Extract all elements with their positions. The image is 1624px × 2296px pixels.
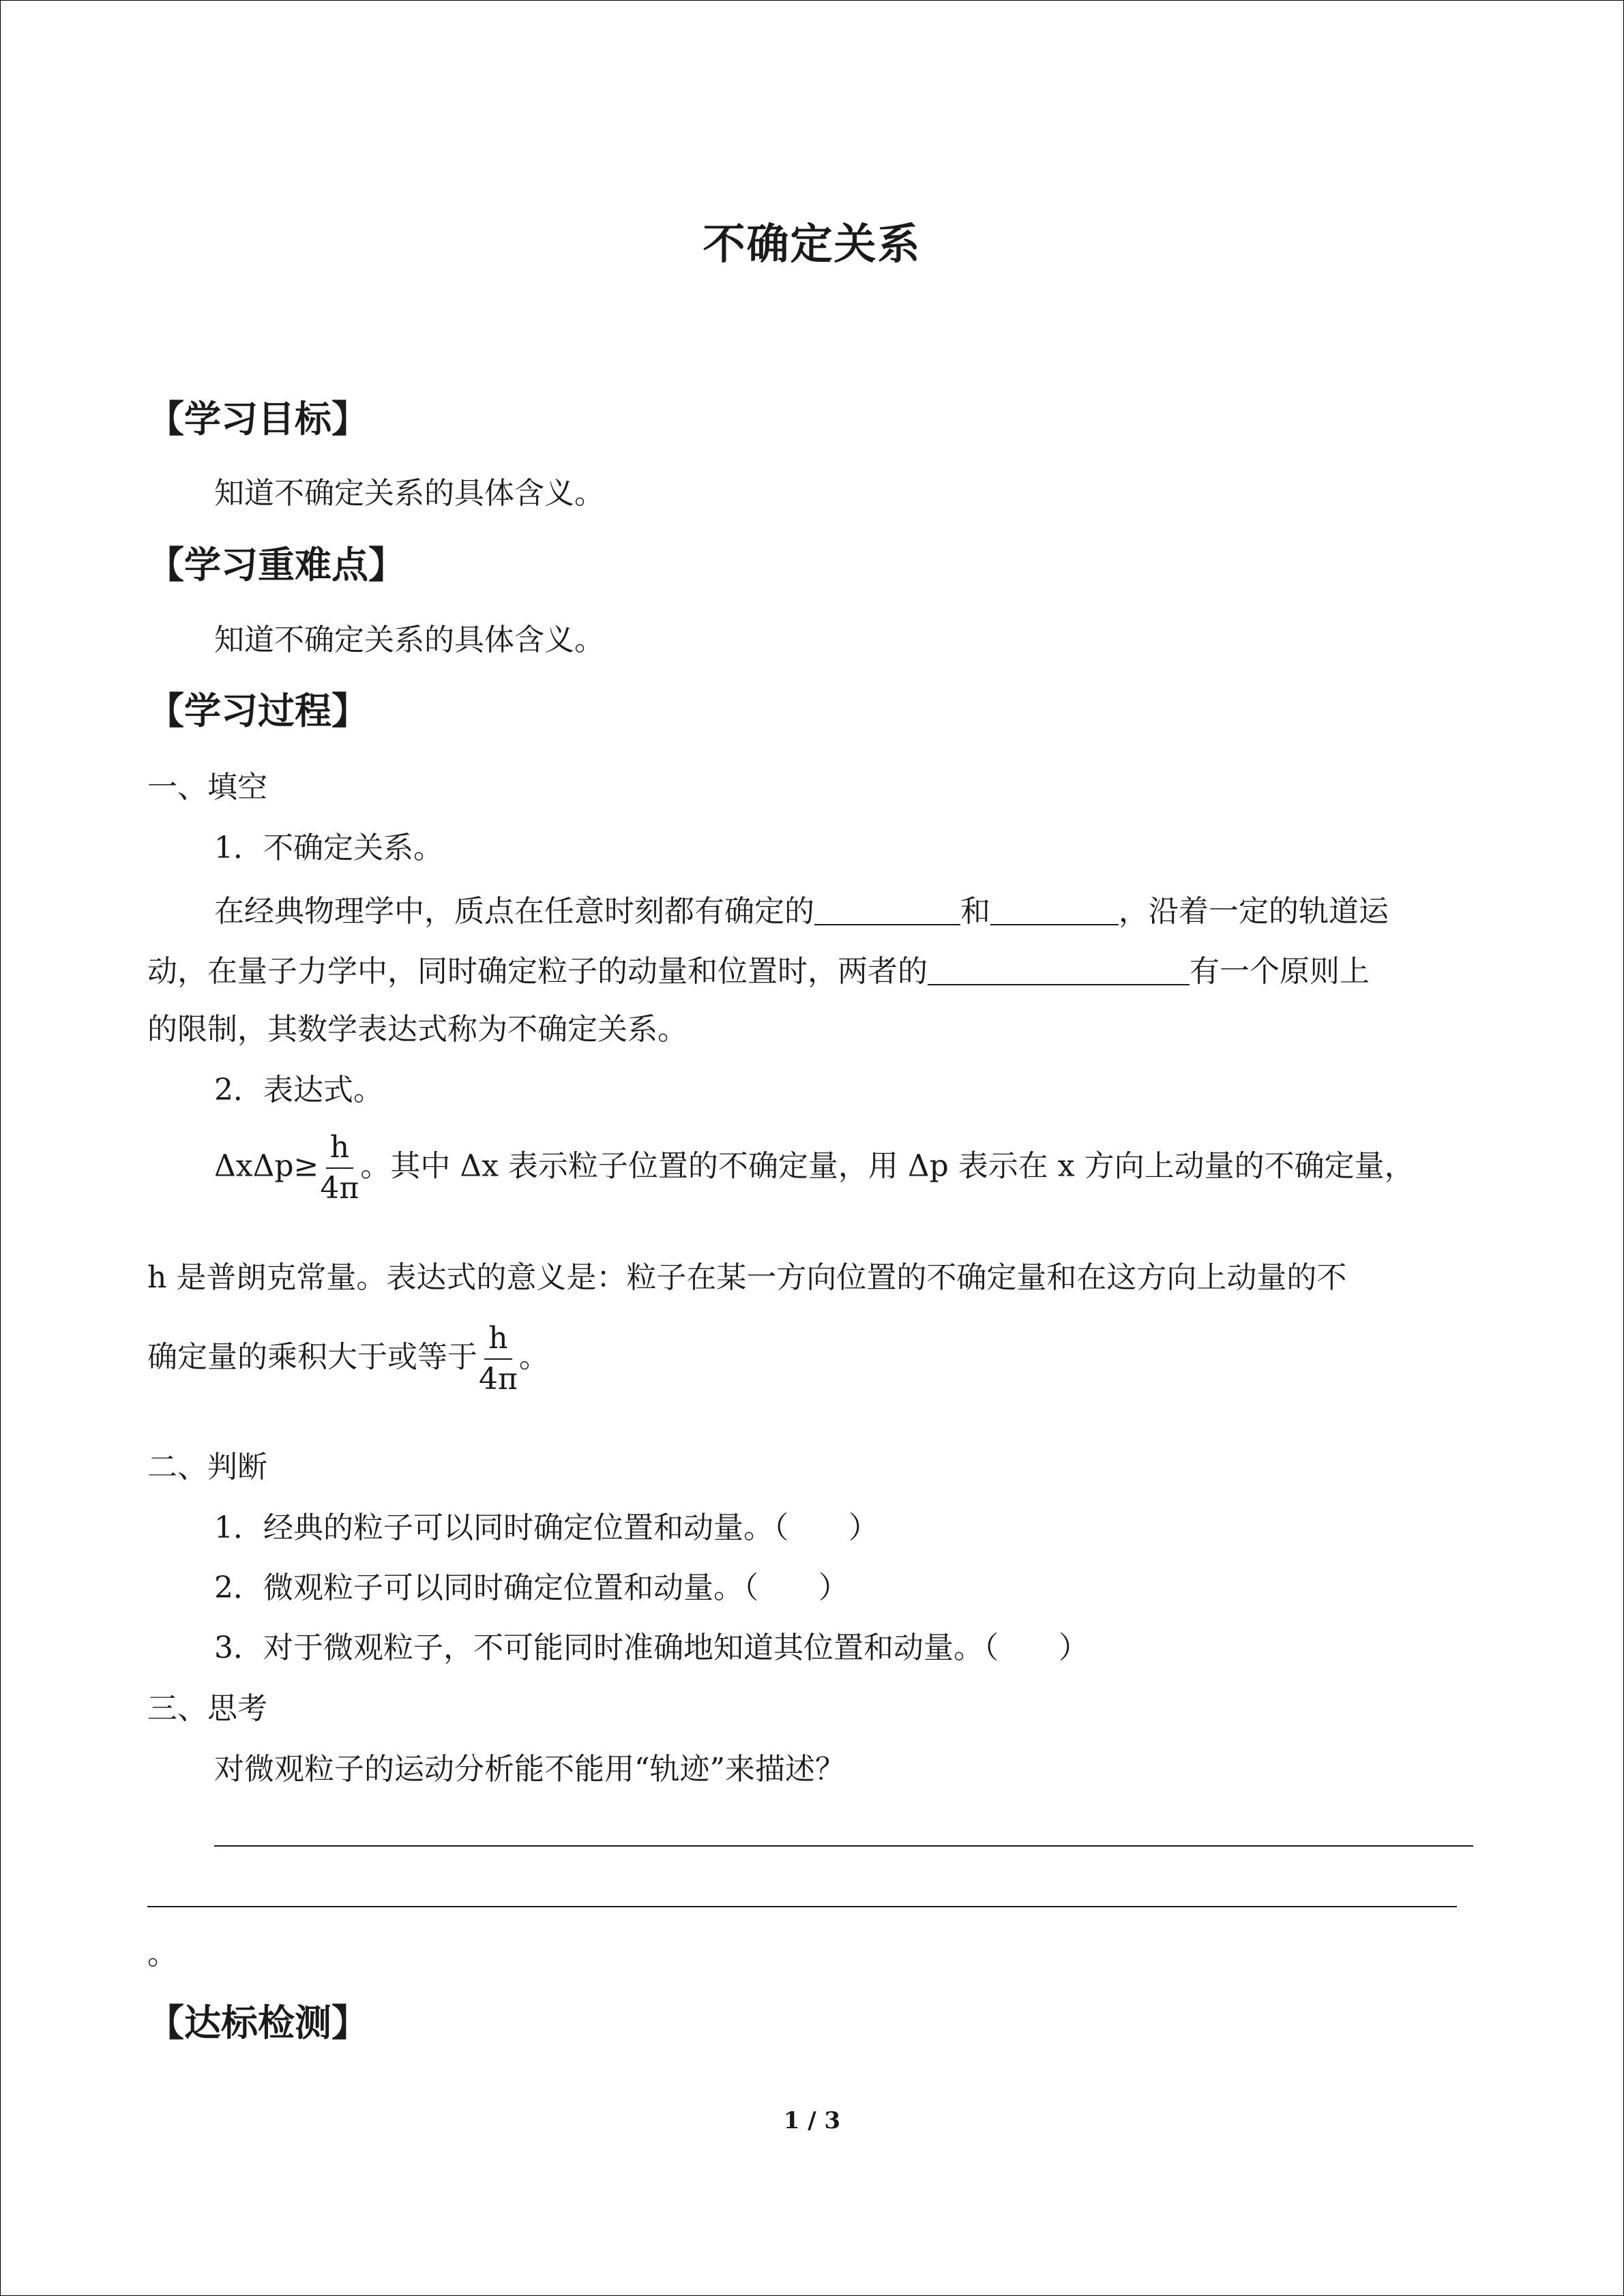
part2-title: 二、判断 xyxy=(147,1450,267,1485)
part1-title: 一、填空 xyxy=(147,770,267,805)
meaning-line1: h 是普朗克常量。表达式的意义是：粒子在某一方向位置的不确定量和在这方向上动量的不 xyxy=(147,1260,1347,1295)
fill-text-a: 在经典物理学中，质点在任意时刻都有确定的 xyxy=(214,894,814,929)
meaning-line2 xyxy=(147,1323,549,1395)
fraction-denominator: 4π xyxy=(320,1171,359,1206)
meaning-line2-suffix: 。 xyxy=(518,1339,549,1375)
part1-item2-title: 2．表达式。 xyxy=(214,1073,383,1107)
fill-paragraph-line2 xyxy=(147,954,1370,987)
formula-suffix: 。其中 Δx 表示粒子位置的不确定量，用 Δp 表示在 x 方向上动量的不确定量， xyxy=(360,1148,1415,1184)
part1-item1-title: 1．不确定关系。 xyxy=(214,831,443,865)
fraction-h-over-4pi xyxy=(320,1132,359,1204)
fill-text-line2-b: 有一个原则上 xyxy=(1190,954,1370,989)
fill-paragraph-line1 xyxy=(214,894,1389,927)
fraction-numerator-2: h xyxy=(484,1323,512,1360)
judge-item-2: 2．微观粒子可以同时确定位置和动量。（ ） xyxy=(214,1570,848,1605)
fill-text-c: ，沿着一定的轨道运 xyxy=(1119,894,1389,929)
answer-end-mark: 。 xyxy=(147,1937,177,1971)
objectives-text: 知道不确定关系的具体含义。 xyxy=(214,476,604,511)
judge-item-3: 3．对于微观粒子，不可能同时准确地知道其位置和动量。（ ） xyxy=(214,1630,1089,1665)
heading-process: 【学习过程】 xyxy=(147,689,368,732)
blank-uncertainty[interactable] xyxy=(928,954,1190,985)
heading-objectives: 【学习目标】 xyxy=(147,398,368,441)
answer-line-2[interactable] xyxy=(147,1906,1457,1907)
part3-title: 三、思考 xyxy=(147,1691,267,1726)
fraction-numerator: h xyxy=(326,1132,353,1169)
blank-velocity[interactable] xyxy=(990,894,1119,925)
fill-paragraph-line3: 的限制，其数学表达式称为不确定关系。 xyxy=(147,1012,688,1047)
answer-line-1[interactable] xyxy=(214,1845,1473,1847)
blank-position[interactable] xyxy=(814,894,960,925)
heading-assessment: 【达标检测】 xyxy=(147,2001,368,2044)
meaning-line2-prefix: 确定量的乘积大于或等于 xyxy=(147,1339,477,1375)
fraction-h-over-4pi-2 xyxy=(479,1323,518,1395)
fill-text-b: 和 xyxy=(960,894,990,929)
key-points-text: 知道不确定关系的具体含义。 xyxy=(214,623,604,657)
formula-line xyxy=(214,1132,1415,1204)
judge-item-1: 1．经典的粒子可以同时确定位置和动量。（ ） xyxy=(214,1510,879,1545)
fill-text-line2-a: 动，在量子力学中，同时确定粒子的动量和位置时，两者的 xyxy=(147,954,928,989)
page-title: 不确定关系 xyxy=(703,219,921,269)
fraction-denominator-2: 4π xyxy=(479,1362,518,1397)
page-number: 1 / 3 xyxy=(783,2107,841,2134)
heading-key-points: 【学习重难点】 xyxy=(147,543,405,586)
think-question: 对微观粒子的运动分析能不能用“轨迹”来描述？ xyxy=(214,1752,845,1787)
formula-prefix: ΔxΔp≥ xyxy=(214,1148,319,1184)
